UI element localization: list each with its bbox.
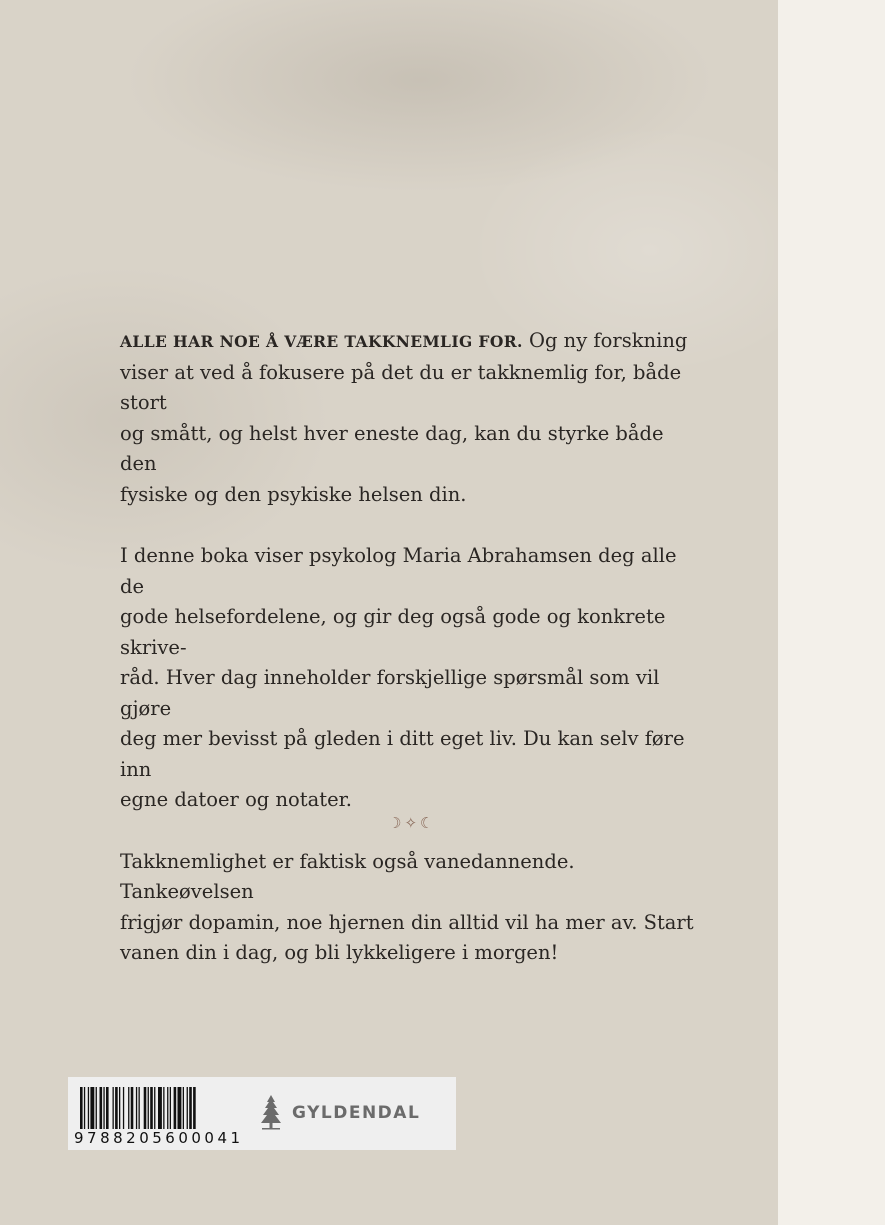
blurb [120, 326, 700, 1000]
paragraph-2: I denne boka viser psykolog Maria Abrahamsen deg alle de gode helsefordelene, og gir deg også gode og konkrete skrive- råd. Hver dag inneholder forskjellige spørsmål som vil gjøre deg mer bevisst på gleden i ditt eget liv. Du kan selv føre inn egne datoer og notater. [120, 544, 685, 811]
barcode-publisher-panel [68, 1077, 456, 1150]
tree-icon [258, 1095, 284, 1131]
publisher-logo [258, 1093, 420, 1133]
page-edge [778, 0, 885, 1225]
paragraph-1: ALLE HAR NOE Å VÆRE TAKKNEMLIG FOR. Og ny forskning viser at ved å fokusere på det du er takknemlig for, både stort og smått, og helst hver eneste dag, kan du styrke både den fysiske og den psykiske helsen din. [120, 329, 688, 506]
isbn-number: 9788205600041 [74, 1129, 304, 1147]
moon-star-ornament-icon: ☽✧☾ [388, 814, 437, 832]
lead-in: ALLE HAR NOE Å VÆRE TAKKNEMLIG FOR. [120, 332, 523, 351]
paragraph-3: Takknemlighet er faktisk også vanedannende. Tankeøvelsen frigjør dopamin, noe hjernen din alltid vil ha mer av. Start vanen din i dag, og bli lykkeligere i morgen! [120, 849, 694, 964]
publisher-name: GYLDENDAL [292, 1103, 421, 1123]
